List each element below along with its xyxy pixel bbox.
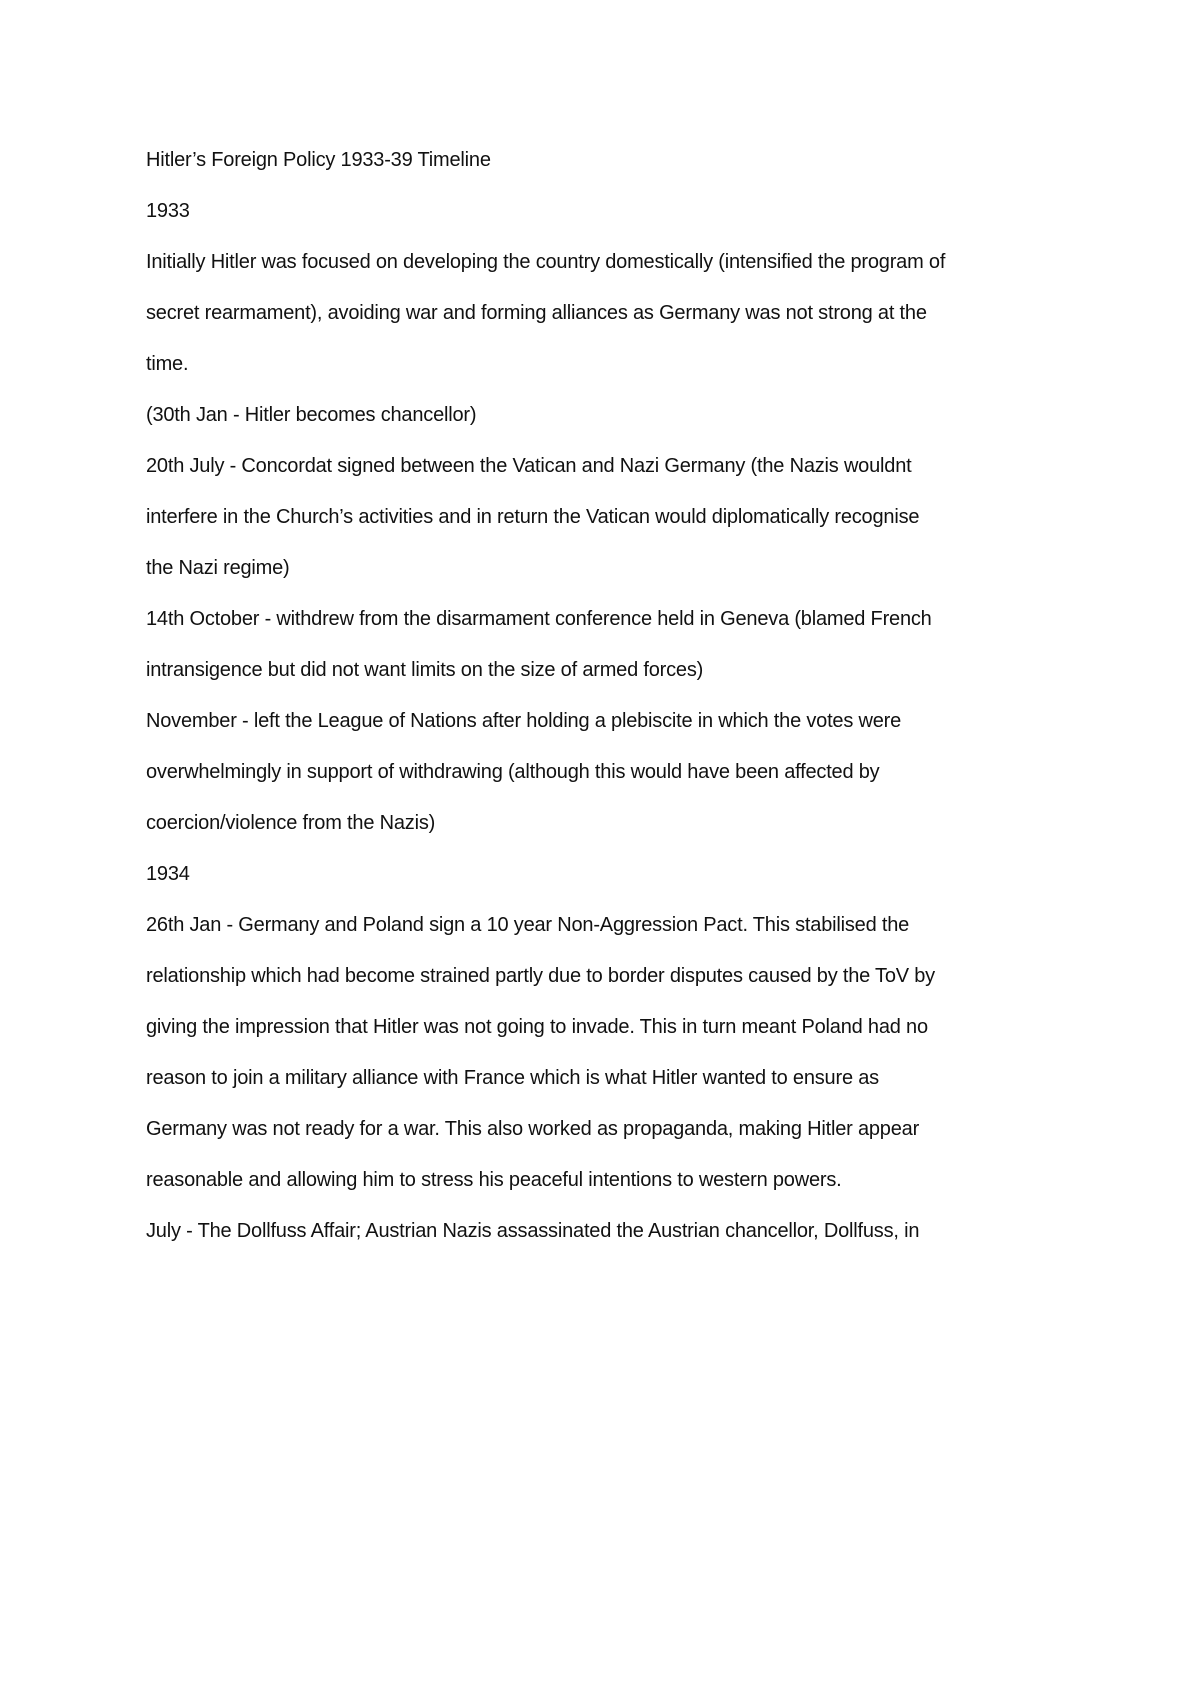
paragraph-line: 26th Jan - Germany and Poland sign a 10 year Non-Aggression Pact. This stabilised the	[146, 914, 910, 936]
paragraph-line: 20th July - Concordat signed between the Vatican and Nazi Germany (the Nazis wouldnt	[146, 455, 912, 477]
paragraph-line: interfere in the Church’s activities and in return the Vatican would diplomatically recognise	[146, 506, 920, 528]
paragraph-line: Germany was not ready for a war. This also worked as propaganda, making Hitler appear	[146, 1118, 920, 1140]
paragraph-line: overwhelmingly in support of withdrawing (although this would have been affected by	[146, 761, 880, 783]
paragraph-line: the Nazi regime)	[146, 557, 290, 579]
year-heading-1933: 1933	[146, 200, 190, 222]
paragraph-line: 14th October - withdrew from the disarmament conference held in Geneva (blamed French	[146, 608, 932, 630]
paragraph-line: intransigence but did not want limits on the size of armed forces)	[146, 659, 704, 681]
paragraph-line: time.	[146, 353, 189, 375]
paragraph-line: reason to join a military alliance with France which is what Hitler wanted to ensure as	[146, 1067, 879, 1089]
paragraph-line: (30th Jan - Hitler becomes chancellor)	[146, 404, 477, 426]
document-title: Hitler’s Foreign Policy 1933-39 Timeline	[146, 149, 491, 171]
paragraph-line: coercion/violence from the Nazis)	[146, 812, 436, 834]
document-body	[146, 143, 1066, 1265]
paragraph-line: secret rearmament), avoiding war and forming alliances as Germany was not strong at the	[146, 302, 927, 324]
paragraph-line: Initially Hitler was focused on developing the country domestically (intensified the program of	[146, 251, 946, 273]
paragraph-line: July - The Dollfuss Affair; Austrian Nazis assassinated the Austrian chancellor, Dollfuss, in	[146, 1220, 920, 1242]
paragraph-line: reasonable and allowing him to stress his peaceful intentions to western powers.	[146, 1169, 842, 1191]
paragraph-line: relationship which had become strained partly due to border disputes caused by the ToV by	[146, 965, 935, 987]
paragraph-line: giving the impression that Hitler was not going to invade. This in turn meant Poland had no	[146, 1016, 928, 1038]
year-heading-1934: 1934	[146, 863, 190, 885]
paragraph-line: November - left the League of Nations after holding a plebiscite in which the votes were	[146, 710, 902, 732]
